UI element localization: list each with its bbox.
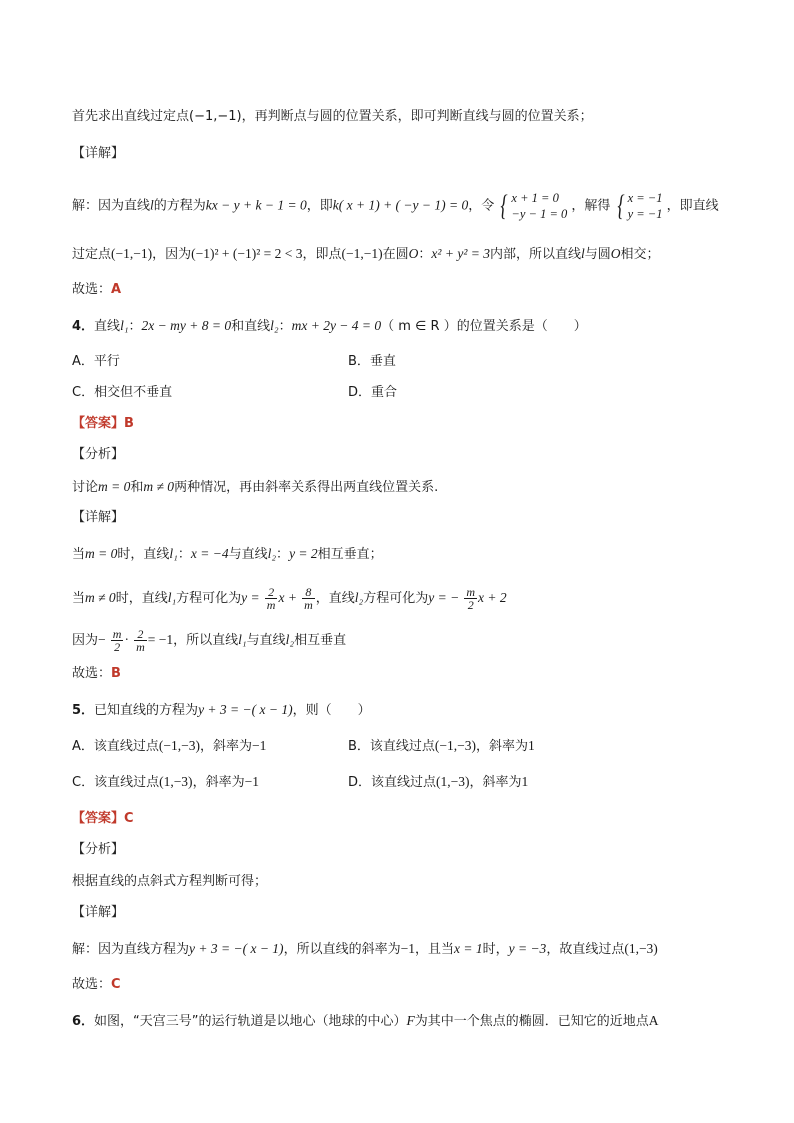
q4-option-a: A．平行: [72, 354, 120, 369]
q4-answer: 【答案】B: [72, 416, 134, 431]
solution-system: { x = −1 y = −1: [616, 189, 663, 222]
q5-option-c: C．该直线过点(1,−3)，斜率为−1: [72, 774, 259, 790]
fraction: $\frac{m}{2}$: [466, 585, 476, 612]
q5-stem: 5．已知直线的方程为y + 3 = −( x − 1)，则（ ）: [72, 702, 371, 718]
q4-option-b: B．垂直: [348, 354, 396, 369]
q4-stem: 4．直线l₁：2x − my + 8 = 0和直线l₂：mx + 2y − 4 = 0（ m ∈ R ）的位置关系是（ ）: [72, 318, 587, 334]
q4-analysis-heading: 【分析】: [72, 447, 125, 462]
q5-option-a: A．该直线过点(−1,−3)，斜率为−1: [72, 738, 267, 754]
q5-option-d: D．该直线过点(1,−3)，斜率为1: [348, 774, 529, 790]
q5-detail-heading: 【详解】: [72, 905, 125, 920]
q5-analysis-heading: 【分析】: [72, 842, 125, 857]
detail-heading: 【详解】: [72, 146, 125, 161]
q6-stem: 6．如图，“天宫三号”的运行轨道是以地心（地球的中心）F为其中一个焦点的椭圆．已知它的近地点A: [72, 1013, 659, 1029]
fraction: $\frac{8}{m}$: [304, 585, 313, 612]
q3-selection: 故选：A: [72, 282, 122, 297]
q4-analysis: 讨论m = 0和m ≠ 0两种情况，再由斜率关系得出两直线位置关系.: [72, 479, 439, 495]
equation-system: { x + 1 = 0 −y − 1 = 0: [500, 189, 568, 222]
fraction: $\frac{2}{m}$: [136, 627, 145, 654]
q4-detail-line-2: 当m ≠ 0时，直线l₁方程可化为y = $\frac{2}{m}$ x + $\frac{8}{m}$ ，直线l₂方程可化为y = − $\frac{m}{2}$ x + 2: [72, 585, 507, 612]
q4-detail-heading: 【详解】: [72, 510, 125, 525]
q4-option-c: C．相交但不垂直: [72, 385, 173, 400]
q4-detail-line-3: 因为− $\frac{m}{2}$ · $\frac{2}{m}$ = −1，所以直线l₁与直线l₂相互垂直: [72, 627, 347, 654]
q5-analysis: 根据直线的点斜式方程判断可得；: [72, 874, 268, 889]
fraction: $\frac{m}{2}$: [112, 627, 122, 654]
q4-selection: 故选：B: [72, 666, 121, 681]
intro-text: 首先求出直线过定点(−1,−1)，再判断点与圆的位置关系，即可判断直线与圆的位置关系；: [72, 109, 593, 124]
q5-selection: 故选：C: [72, 977, 121, 992]
q3-detail-line-1: 解：因为直线l的方程为kx − y + k − 1 = 0，即k( x + 1) + ( −y − 1) = 0，令 { x + 1 = 0 −y − 1 = 0 ，解得 { x = −1 y = −1 ，即直线: [72, 189, 719, 222]
q4-option-d: D．重合: [348, 385, 398, 400]
q3-detail-line-2: 过定点(−1,−1)，因为(−1)² + (−1)² = 2 < 3，即点(−1,−1)在圆O：x² + y² = 3内部，所以直线l与圆O相交；: [72, 246, 660, 262]
q4-detail-line-1: 当m = 0时，直线l₁：x = −4与直线l₂：y = 2相互垂直；: [72, 546, 383, 562]
q5-detail-line-1: 解：因为直线方程为y + 3 = −( x − 1)，所以直线的斜率为−1，且当x = 1时，y = −3，故直线过点(1,−3): [72, 941, 658, 957]
q5-option-b: B．该直线过点(−1,−3)，斜率为1: [348, 738, 535, 754]
q5-answer: 【答案】C: [72, 811, 134, 826]
fraction: $\frac{2}{m}$: [266, 585, 276, 612]
